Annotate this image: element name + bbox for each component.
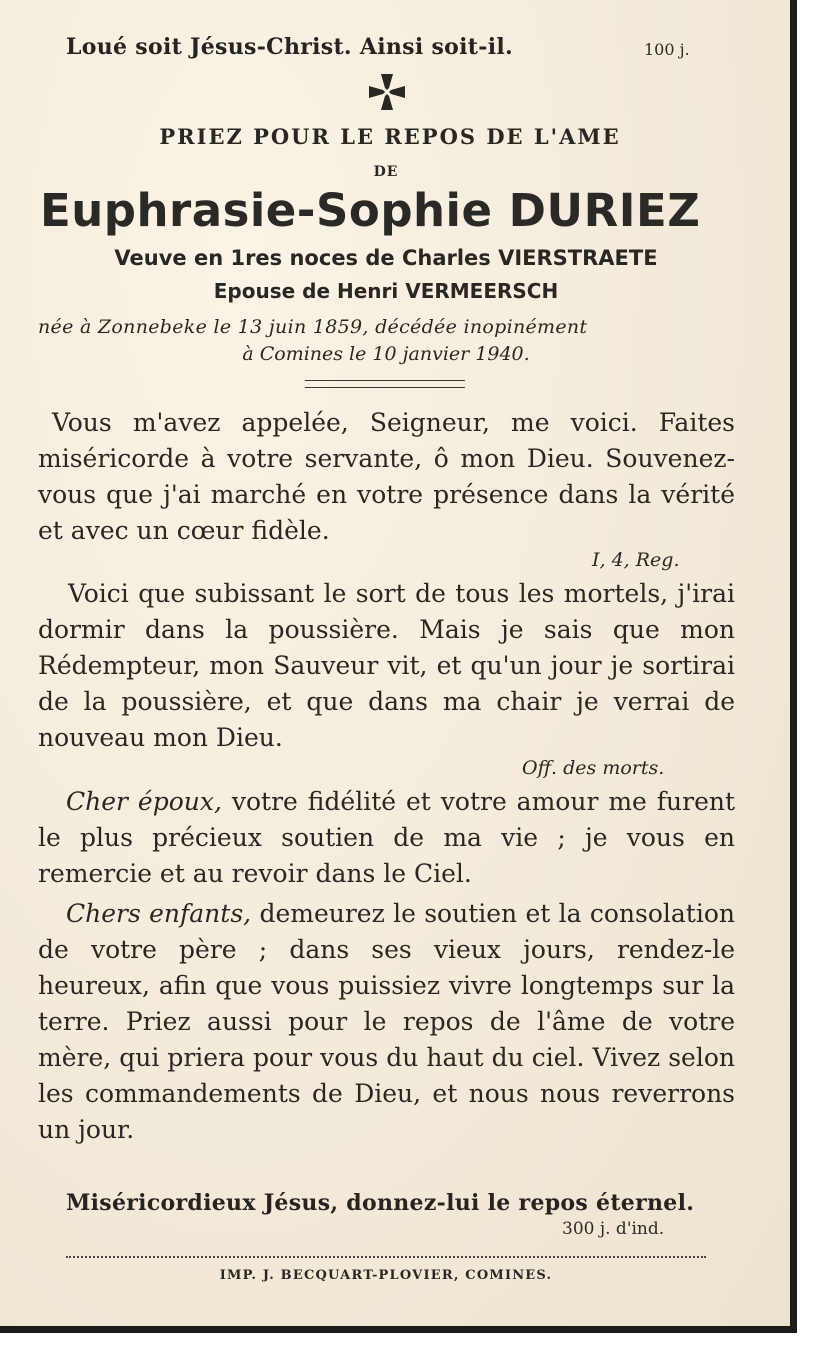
paragraph-2: Voici que subissant le sort de tous les mortels, j'irai dormir dans la poussière. Mais je sais que mon Rédempteur, mon Sauveur vit, et qu'un jour je sortirai de la poussière, et que dans ma chair je verrai de nouveau mon Dieu. bbox=[38, 579, 735, 752]
de-line: DE bbox=[373, 164, 399, 180]
reference-1: I, 4, Reg. bbox=[592, 549, 680, 571]
paragraph-4 bbox=[38, 896, 735, 1148]
deceased-name: Euphrasie-Sophie DURIEZ bbox=[40, 184, 701, 237]
indulgence-top: 100 j. bbox=[644, 40, 690, 59]
dotted-divider bbox=[66, 1256, 706, 1258]
paragraph-3-lead: Cher époux, bbox=[66, 787, 222, 816]
spouse-line: Epouse de Henri VERMEERSCH bbox=[213, 279, 559, 303]
paragraph-4-text: demeurez le soutien et la consolation de votre père ; dans ses vieux jours, rendez-le heureux, afin que vous puissiez vivre longtemps sur la terre. Priez aussi pour le repos de l'âme de votre mère, qui priera pour vous du haut du ciel. Vivez selon les commandements de Dieu, et nous nous reverrons un jour. bbox=[38, 899, 735, 1144]
paragraph-1: Vous m'avez appelée, Seigneur, me voici. Faites miséricorde à votre servante, ô mon Dieu. Souvenez-vous que j'ai marché en votre présence dans la vérité et avec un cœur fidèle. bbox=[38, 408, 735, 545]
maltese-cross-icon bbox=[367, 72, 407, 112]
divider-top bbox=[305, 380, 465, 381]
printer-line: IMP. J. BECQUART-PLOVIER, COMINES. bbox=[219, 1268, 553, 1283]
paragraph-3-text: votre fidélité et votre amour me furent le plus précieux soutien de ma vie ; je vous en remercie et au revoir dans le Ciel. bbox=[38, 787, 736, 888]
paragraph-3 bbox=[38, 784, 735, 892]
birth-death-line-1: née à Zonnebeke le 13 juin 1859, décédée inopinément bbox=[38, 316, 588, 338]
birth-death-line-2: à Comines le 10 janvier 1940. bbox=[242, 343, 530, 365]
pray-heading: PRIEZ POUR LE REPOS DE L'AME bbox=[159, 124, 621, 149]
reference-2: Off. des morts. bbox=[522, 757, 665, 779]
paragraph-4-lead: Chers enfants, bbox=[66, 899, 252, 928]
indulgence-bottom: 300 j. d'ind. bbox=[562, 1219, 665, 1239]
divider-bottom bbox=[305, 387, 465, 388]
widow-line: Veuve en 1res noces de Charles VIERSTRAETE bbox=[114, 246, 658, 270]
closing-prayer: Miséricordieux Jésus, donnez-lui le repos éternel. bbox=[66, 1190, 695, 1216]
invocation: Loué soit Jésus-Christ. Ainsi soit-il. bbox=[66, 34, 513, 60]
